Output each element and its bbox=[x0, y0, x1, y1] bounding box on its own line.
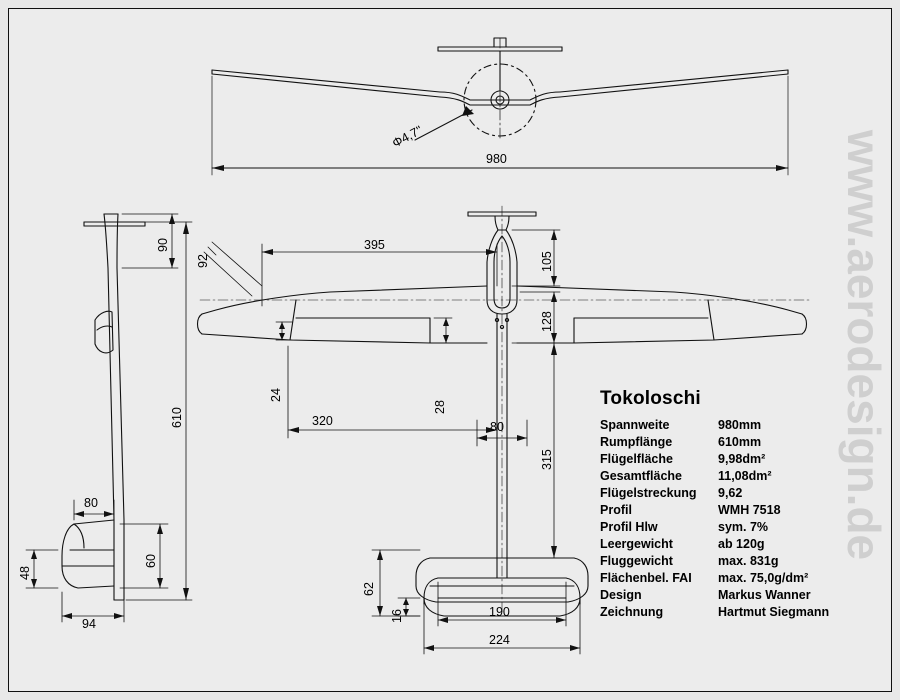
dim-label-fuselage-width: 80 bbox=[490, 420, 504, 434]
dim-label-nose-length: 105 bbox=[540, 251, 554, 272]
dim-label-pod-height: 60 bbox=[144, 554, 158, 568]
spec-row bbox=[600, 571, 829, 588]
spec-value: max. 75,0g/dm² bbox=[718, 571, 809, 585]
spec-row bbox=[600, 588, 829, 605]
spec-key: Spannweite bbox=[600, 418, 670, 432]
spec-key: Gesamtfläche bbox=[600, 469, 682, 483]
spec-value: ab 120g bbox=[718, 537, 765, 551]
front-view bbox=[212, 38, 788, 140]
dim-label-total-width: 224 bbox=[489, 633, 510, 647]
spec-value: 610mm bbox=[718, 435, 762, 449]
dim-label-dihedral-height: 62 bbox=[362, 582, 376, 596]
spec-key: Profil bbox=[600, 503, 632, 517]
spec-row bbox=[600, 435, 829, 452]
spec-value: 9,62 bbox=[718, 486, 743, 500]
spec-value: sym. 7% bbox=[718, 520, 769, 534]
spec-value: 11,08dm² bbox=[718, 469, 772, 483]
spec-value: Markus Wanner bbox=[718, 588, 811, 602]
spec-row bbox=[600, 537, 829, 554]
dim-label-stab-half: 320 bbox=[312, 414, 333, 428]
dim-label-wing-sweep: 92 bbox=[196, 254, 210, 268]
spec-row bbox=[600, 554, 829, 571]
spec-table bbox=[600, 418, 829, 622]
dim-label-elevator-chord: 28 bbox=[433, 400, 447, 414]
specification-block bbox=[600, 388, 880, 622]
dim-label-tail-chord: 24 bbox=[269, 388, 283, 402]
spec-value: Hartmut Siegmann bbox=[718, 605, 830, 619]
spec-row bbox=[600, 503, 829, 520]
spec-value: 9,98dm² bbox=[718, 452, 766, 466]
dim-label-front-span: 980 bbox=[486, 152, 507, 166]
dim-label-fin-height: 90 bbox=[156, 238, 170, 252]
dim-label-pod-length: 94 bbox=[82, 617, 96, 631]
dim-label-pod-bottom: 48 bbox=[18, 566, 32, 580]
spec-key: Leergewicht bbox=[600, 537, 673, 551]
spec-row bbox=[600, 520, 829, 537]
dim-label-half-span: 395 bbox=[364, 238, 385, 252]
spec-value: WMH 7518 bbox=[718, 503, 781, 517]
dim-label-wing-chord: 128 bbox=[540, 311, 554, 332]
spec-key: Flügelfläche bbox=[600, 452, 673, 466]
spec-key: Zeichnung bbox=[600, 605, 664, 619]
dim-label-tip-height: 16 bbox=[390, 609, 404, 623]
spec-key: Rumpflänge bbox=[600, 435, 673, 449]
dim-label-prop-diameter: Φ4,7" bbox=[390, 123, 425, 151]
side-view bbox=[62, 214, 145, 600]
spec-key: Flügelstreckung bbox=[600, 486, 697, 500]
spec-key: Profil Hlw bbox=[600, 520, 658, 534]
spec-row bbox=[600, 469, 829, 486]
dim-label-tail-arm: 315 bbox=[540, 449, 554, 470]
spec-value: max. 831g bbox=[718, 554, 779, 568]
spec-value: 980mm bbox=[718, 418, 762, 432]
spec-key: Fluggewicht bbox=[600, 554, 673, 568]
spec-key: Design bbox=[600, 588, 642, 602]
watermark-text: www.aerodesign.de bbox=[838, 129, 891, 561]
spec-key: Flächenbel. FAI bbox=[600, 571, 692, 585]
spec-table-body bbox=[600, 418, 829, 622]
dim-label-fuselage-length: 610 bbox=[170, 407, 184, 428]
dim-label-nose-width: 80 bbox=[84, 496, 98, 510]
spec-row bbox=[600, 486, 829, 503]
model-title: Tokoloschi bbox=[600, 388, 701, 409]
spec-row bbox=[600, 605, 829, 622]
dim-label-wing-width: 190 bbox=[489, 605, 510, 619]
side-dims bbox=[26, 214, 192, 622]
spec-row bbox=[600, 452, 829, 469]
spec-row bbox=[600, 418, 829, 435]
